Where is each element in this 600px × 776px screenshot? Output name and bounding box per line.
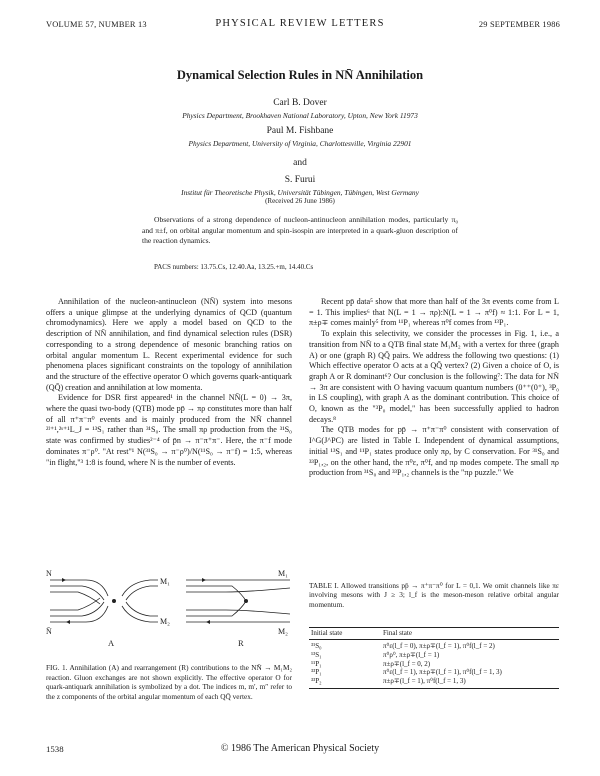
paragraph: To explain this selectivity, we consider the processes in Fig. 1, i.e., a transition from NN̄ to a QTB final state M₁M₂ with a vertex for three (graph A) or one (graph R) QQ̄ pairs. We address the following two questions: (1) Which effective operator O acts at a QQ̄ vertex? (2) Given a choice of O, is graph A or R dominant⁶? Our conclusion is the following⁷: The data for NN̄ → 3π are consistent with O having vacuum quantum numbers (0⁺⁺(0⁺), ³P₀ in LS coupling), with graph A as the dominant contribution. This choice of O, known as the "³P₀ model," has been successfully applied to hadron decays.⁸ xyxy=(309,329,559,424)
paper-title: Dynamical Selection Rules in NN̄ Annihilation xyxy=(176,68,424,82)
table-cell: ³¹S₀ xyxy=(311,642,322,650)
quark-line xyxy=(126,586,158,600)
label-m1: M₁ xyxy=(160,577,170,586)
table-cell: ³³P₂ xyxy=(309,677,381,688)
paragraph: The QTB modes for pp̄ → π⁺π⁻π⁰ consistent with conservation of I^G(J^PC) are listed in Table I. Independent of dynamical assumptions, initial ¹³S₁ and ¹¹P₁ states produce only πρ, by C conservation. For ³¹S₀ and ³³P₁,₂, on the other hand, the π⁰ε, π⁰f, and πρ modes compete. The small πρ production from ³¹S₀ and ³³P₁,₂ channels is the "πρ puzzle." We xyxy=(309,425,559,478)
table-cell: π⁰ε(l_f = 0), π±ρ∓(l_f = 1), π⁰f(l_f = 2) xyxy=(383,642,495,650)
table-cell: ³³P₁ xyxy=(311,668,322,677)
table-cell: ¹³S₁ xyxy=(311,650,322,659)
quark-line xyxy=(50,602,104,616)
header-date: 29 SEPTEMBER 1986 xyxy=(478,20,560,29)
received-date: (Received 26 June 1986) xyxy=(265,197,335,205)
table-cell: π±ρ∓(l_f = 0, 2) xyxy=(383,659,431,668)
arrow xyxy=(202,578,206,582)
quark-line xyxy=(50,592,100,604)
quark-line xyxy=(50,580,108,596)
graph-label-a: A xyxy=(108,638,115,648)
arrow xyxy=(206,620,210,624)
header-journal: PHYSICAL REVIEW LETTERS xyxy=(215,18,385,29)
label-m2: M₂ xyxy=(160,617,170,626)
table-1-caption: TABLE I. Allowed transitions pp̄ → π⁺π⁻π⁰ for L = 0,1. We omit channels like πε involving mesons with J ≥ 3; l_f is the meson-meson relative orbital angular momentum. xyxy=(309,581,559,609)
arrow xyxy=(66,620,70,624)
author-affiliation: Institut für Theoretische Physik, Universität Tübingen, Tübingen, West Germany xyxy=(181,188,419,197)
quark-line xyxy=(122,606,158,622)
author-name: S. Furui xyxy=(284,175,316,185)
paragraph: Evidence for DSR first appeared¹ in the channel NN̄(L = 0) → 3π, where the quasi two-body (QTB) mode pp̄ → πρ constitutes more than half of all π⁺π⁻π⁰ events and is mainly produced from the NN̄ channel ²ᴵ⁺¹,²ˢ⁺¹L_J = ¹³S₁ rather than ³¹S₀. The small πρ production from the ³¹S₀ state was confirmed by studies²⁻⁴ of p̄n → π⁻π⁺π⁻. Here, the π⁻f mode dominates π⁻ρ⁰. "At rest"¹ N(³¹S₀ → π⁻ρ⁰)/N(¹¹S₀ → π⁻f) = 1:5, whereas "in flight,"³ 1:8 is found, where N is the number of events. xyxy=(46,393,292,467)
table-row xyxy=(309,651,559,660)
quark-line xyxy=(50,606,108,622)
graph-label-r: R xyxy=(238,638,244,648)
label-m1: M₁ xyxy=(278,569,288,578)
table-cell: ¹¹P₁ xyxy=(311,659,322,668)
author-affiliation: Physics Department, Brookhaven National Laboratory, Upton, New York 11973 xyxy=(182,111,418,120)
label-nbar: N̄ xyxy=(46,627,52,636)
left-column xyxy=(46,297,292,468)
figure-1-diagram xyxy=(46,566,296,650)
paragraph: Annihilation of the nucleon-antinucleon (NN̄) system into mesons offers a unique glimpse at the underlying dynamics of QCD (quantum chromodynamics). Here we apply a model based on QCD to the description of NN̄ annihilation, and find dynamical selection rules (DSR) corresponding to a strong dependence of mesonic branching ratios on orbital angular momentum L. Recent experimental evidence for such phenomena places significant constraints on the topology of annihilation and the structure of the effective operator O which governs quark-antiquark (QQ̄) creation and annihilation at low momenta. xyxy=(46,297,292,392)
table-row xyxy=(309,660,559,669)
figure-1-caption: FIG. 1. Annihilation (A) and rearrangement (R) contributions to the NN̄ → M₁M₂ reaction. Gluon exchanges are not shown explicitly. The effective operator O for quark-antiquark annihilation is symbolized by a dot. The indices m, m′, m″ refer to the z components of the orbital angular momentum of each QQ̄ vertex. xyxy=(46,663,292,701)
label-m2: M₂ xyxy=(278,627,288,636)
header-volume: VOLUME 57, NUMBER 13 xyxy=(46,20,147,29)
table-header: Initial state xyxy=(309,628,381,640)
quark-line xyxy=(50,586,104,600)
copyright: © 1986 The American Physical Society xyxy=(220,743,380,754)
table-cell: π⁰ε(l_f = 1), π±ρ∓(l_f = 1), π⁰f(l_f = 1, 3) xyxy=(383,668,502,677)
author-name: Paul M. Fishbane xyxy=(266,126,334,136)
table-1 xyxy=(309,627,559,689)
quark-line xyxy=(122,580,158,596)
arrow xyxy=(62,578,66,582)
quark-line xyxy=(186,586,246,601)
table-cell: π⁰ρ⁰, π±ρ∓(l_f = 1) xyxy=(383,650,440,659)
table-row xyxy=(309,640,559,651)
paragraph: Recent pp̄ data⁵ show that more than half of the 3π events come from L = 1. This implies⁶ that N(L = 1 → πρ):N(L = 1 → π⁰f) ≈ 1:1. For L = 1, π±ρ∓ comes mainly⁵ from ¹¹P₁ whereas π⁰f comes from ¹³P₁. xyxy=(309,297,559,328)
table-cell: π±ρ∓(l_f = 1), π⁰f(l_f = 1, 3) xyxy=(381,677,559,688)
table-row xyxy=(309,677,559,688)
abstract: Observations of a strong dependence of nucleon-antinucleon annihilation modes, particularly π₀ and π±f, on orbital angular momentum and spin-isospin are interpreted in a quark-gluon description of the reaction dynamics. xyxy=(142,215,458,246)
quark-line xyxy=(50,598,100,610)
right-column xyxy=(309,297,559,479)
author-affiliation: Physics Department, University of Virginia, Charlottesville, Virginia 22901 xyxy=(188,139,412,148)
pacs-numbers: PACS numbers: 13.75.Cs, 12.40.Aa, 13.25.+m, 14.40.Cs xyxy=(154,263,314,271)
table-row xyxy=(309,668,559,677)
page-number: 1538 xyxy=(46,744,64,754)
quark-line xyxy=(186,588,290,592)
quark-line xyxy=(186,601,246,616)
author-name: Carl B. Dover xyxy=(273,98,327,108)
vertex-dot xyxy=(112,599,116,603)
and-separator: and xyxy=(293,158,307,168)
vertex-dot xyxy=(244,599,248,603)
quark-line xyxy=(186,610,290,614)
label-n: N xyxy=(46,569,52,578)
quark-line xyxy=(126,602,158,616)
table-header: Final state xyxy=(381,628,559,640)
